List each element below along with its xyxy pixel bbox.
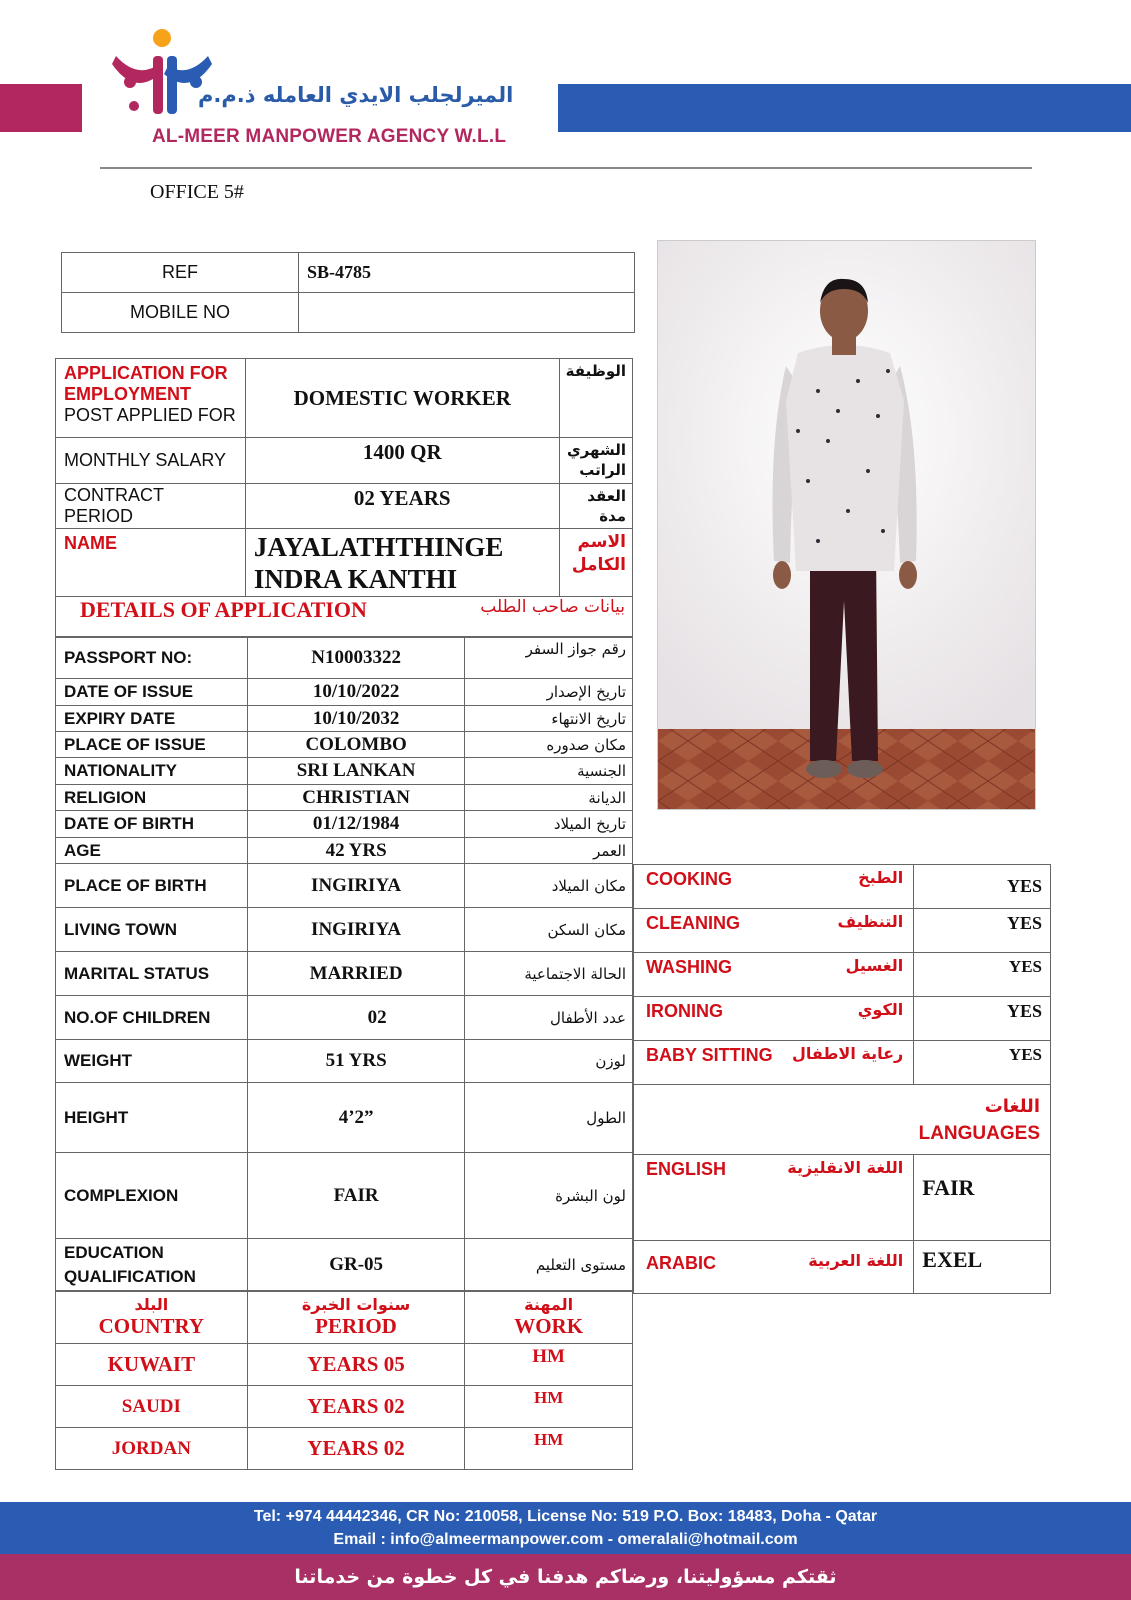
detail-label-arabic: تاريخ الانتهاء bbox=[465, 706, 633, 732]
skill-cell bbox=[634, 997, 914, 1041]
detail-value: N10003322 bbox=[247, 638, 465, 679]
detail-value: 02 bbox=[247, 996, 465, 1040]
detail-value: INGIRIYA bbox=[247, 908, 465, 952]
languages-header bbox=[634, 1085, 1051, 1155]
detail-label-arabic: لوزن bbox=[465, 1040, 633, 1083]
languages-header-english: LANGUAGES bbox=[918, 1122, 1040, 1144]
applicant-photo bbox=[657, 240, 1036, 810]
details-title-english: DETAILS OF APPLICATION bbox=[80, 597, 367, 622]
detail-value: 10/10/2032 bbox=[247, 706, 465, 732]
post-label-line1: APPLICATION FOR bbox=[64, 363, 228, 383]
details-table bbox=[55, 637, 633, 1292]
language-cell bbox=[634, 1155, 914, 1241]
detail-row-age bbox=[56, 838, 633, 864]
detail-label: AGE bbox=[56, 838, 248, 864]
ref-value: SB-4785 bbox=[299, 253, 635, 293]
detail-row-education bbox=[56, 1239, 633, 1292]
detail-label: HEIGHT bbox=[56, 1083, 248, 1153]
detail-row-weight bbox=[56, 1040, 633, 1083]
skill-row bbox=[634, 909, 1051, 953]
header-divider bbox=[100, 167, 1032, 169]
detail-row-religion bbox=[56, 785, 633, 811]
post-label-line2: EMPLOYMENT bbox=[64, 384, 192, 404]
detail-row-height bbox=[56, 1083, 633, 1153]
post-label-cell bbox=[56, 359, 246, 438]
ref-row bbox=[62, 253, 635, 293]
detail-value: CHRISTIAN bbox=[247, 785, 465, 811]
detail-label-arabic: مكان صدوره bbox=[465, 732, 633, 758]
experience-country: JORDAN bbox=[56, 1428, 248, 1470]
header-band-right bbox=[558, 84, 1131, 132]
skill-name-arabic: الغسيل bbox=[845, 956, 904, 975]
period-header-english: PERIOD bbox=[315, 1314, 397, 1338]
skill-row bbox=[634, 865, 1051, 909]
period-header-arabic: سنوات الخبرة bbox=[301, 1295, 411, 1314]
detail-label-arabic: تاريخ الإصدار bbox=[465, 679, 633, 706]
detail-label-arabic: الجنسية bbox=[465, 758, 633, 785]
office-number: OFFICE 5# bbox=[150, 181, 244, 203]
detail-label: NATIONALITY bbox=[56, 758, 248, 785]
experience-table bbox=[55, 1290, 633, 1470]
skill-cell bbox=[634, 909, 914, 953]
languages-header-row bbox=[634, 1085, 1051, 1155]
mobile-row bbox=[62, 293, 635, 333]
detail-row-complexion bbox=[56, 1153, 633, 1239]
detail-label: DATE OF ISSUE bbox=[56, 679, 248, 706]
skill-name-arabic: رعاية الاطفال bbox=[791, 1044, 904, 1063]
country-header bbox=[56, 1291, 248, 1344]
name-ar-line2: الكامل bbox=[571, 554, 626, 575]
country-header-english: COUNTRY bbox=[98, 1314, 205, 1338]
skill-value: YES bbox=[914, 865, 1051, 909]
detail-label-arabic: لون البشرة bbox=[465, 1153, 633, 1239]
detail-row-passport bbox=[56, 638, 633, 679]
contract-ar-line2: مدة bbox=[599, 506, 626, 525]
employment-table bbox=[55, 358, 633, 597]
post-value: DOMESTIC WORKER bbox=[245, 359, 559, 438]
detail-row-issue-date bbox=[56, 679, 633, 706]
detail-value: FAIR bbox=[247, 1153, 465, 1239]
skill-row bbox=[634, 953, 1051, 997]
detail-label: MARITAL STATUS bbox=[56, 952, 248, 996]
detail-label: EXPIRY DATE bbox=[56, 706, 248, 732]
skill-name-arabic: التنظيف bbox=[837, 912, 904, 931]
name-value bbox=[245, 529, 559, 597]
skill-name: COOKING bbox=[646, 869, 733, 889]
experience-country: KUWAIT bbox=[56, 1344, 248, 1386]
details-title-arabic: بيانات صاحب الطلب bbox=[480, 597, 625, 617]
work-header bbox=[465, 1291, 633, 1344]
detail-label: LIVING TOWN bbox=[56, 908, 248, 952]
footer-contact bbox=[0, 1502, 1131, 1554]
detail-row-expiry-date bbox=[56, 706, 633, 732]
post-label-arabic: الوظيفة bbox=[559, 359, 632, 438]
language-row bbox=[634, 1155, 1051, 1241]
salary-ar-line1: الشهري bbox=[566, 441, 626, 459]
skills-table bbox=[633, 864, 1051, 1294]
detail-label bbox=[56, 1239, 248, 1292]
mobile-label: MOBILE NO bbox=[62, 293, 299, 333]
detail-label: PLACE OF ISSUE bbox=[56, 732, 248, 758]
detail-label-arabic: الطول bbox=[465, 1083, 633, 1153]
ref-label: REF bbox=[62, 253, 299, 293]
contract-ar-line1: العقد bbox=[587, 486, 626, 505]
experience-work: HM bbox=[465, 1428, 633, 1470]
company-name-arabic: الميرلجلب الايدي العامله ذ.م.م bbox=[198, 83, 514, 107]
name-row bbox=[56, 529, 633, 597]
skill-cell bbox=[634, 1041, 914, 1085]
detail-value: 51 YRS bbox=[247, 1040, 465, 1083]
skill-name-arabic: الطبخ bbox=[858, 868, 904, 887]
name-label: NAME bbox=[56, 529, 246, 597]
name-ar-line1: الاسم bbox=[577, 532, 626, 552]
detail-value: SRI LANKAN bbox=[247, 758, 465, 785]
detail-value: 01/12/1984 bbox=[247, 811, 465, 838]
education-label-line2: QUALIFICATION bbox=[64, 1267, 196, 1286]
language-row bbox=[634, 1241, 1051, 1294]
detail-label-arabic: مستوى التعليم bbox=[465, 1239, 633, 1292]
language-name: ENGLISH bbox=[646, 1159, 727, 1179]
detail-value: 10/10/2022 bbox=[247, 679, 465, 706]
contract-row bbox=[56, 483, 633, 529]
footer-contact-line2: Email : info@almeermanpower.com - omeralali@hotmail.com bbox=[333, 1531, 798, 1548]
language-cell bbox=[634, 1241, 914, 1294]
detail-value: MARRIED bbox=[247, 952, 465, 996]
skill-value: YES bbox=[914, 953, 1051, 997]
applicant-photo-illustration bbox=[658, 241, 1036, 810]
experience-period: YEARS 02 bbox=[247, 1428, 465, 1470]
skill-cell bbox=[634, 865, 914, 909]
contract-label-arabic bbox=[559, 483, 632, 529]
detail-value: GR-05 bbox=[247, 1239, 465, 1292]
skill-row bbox=[634, 1041, 1051, 1085]
detail-row-children bbox=[56, 996, 633, 1040]
salary-label-arabic bbox=[559, 438, 632, 484]
salary-value: 1400 QR bbox=[245, 438, 559, 484]
period-header bbox=[247, 1291, 465, 1344]
detail-label: COMPLEXION bbox=[56, 1153, 248, 1239]
language-name-arabic: اللغة الانقليزية bbox=[787, 1158, 904, 1177]
detail-row-marital-status bbox=[56, 952, 633, 996]
detail-row-place-of-issue bbox=[56, 732, 633, 758]
detail-label: PLACE OF BIRTH bbox=[56, 864, 248, 908]
detail-label: NO.OF CHILDREN bbox=[56, 996, 248, 1040]
mobile-value bbox=[299, 293, 635, 333]
skill-name: BABY SITTING bbox=[646, 1045, 773, 1065]
experience-row bbox=[56, 1386, 633, 1428]
skill-row bbox=[634, 997, 1051, 1041]
detail-label-arabic: مكان السكن bbox=[465, 908, 633, 952]
post-row bbox=[56, 359, 633, 438]
detail-label: WEIGHT bbox=[56, 1040, 248, 1083]
languages-header-arabic: اللغات bbox=[984, 1095, 1040, 1117]
experience-period: YEARS 02 bbox=[247, 1386, 465, 1428]
skill-cell bbox=[634, 953, 914, 997]
experience-row bbox=[56, 1344, 633, 1386]
detail-label-arabic: رقم جواز السفر bbox=[465, 638, 633, 679]
skill-name: WASHING bbox=[646, 957, 733, 977]
header-band-left bbox=[0, 84, 82, 132]
salary-ar-line2: الراتب bbox=[579, 461, 626, 480]
detail-label: PASSPORT NO: bbox=[56, 638, 248, 679]
experience-period: YEARS 05 bbox=[247, 1344, 465, 1386]
language-level: EXEL bbox=[914, 1241, 1051, 1294]
skill-name: IRONING bbox=[646, 1001, 724, 1021]
name-line1: JAYALATHTHINGE bbox=[253, 531, 504, 562]
footer-contact-line1: Tel: +974 44442346, CR No: 210058, License No: 519 P.O. Box: 18483, Doha - Qatar bbox=[253, 1508, 878, 1525]
reference-table bbox=[61, 252, 635, 333]
skill-name-arabic: الكوي bbox=[857, 1000, 904, 1019]
experience-row bbox=[56, 1428, 633, 1470]
detail-label-arabic: عدد الأطفال bbox=[465, 996, 633, 1040]
salary-label: MONTHLY SALARY bbox=[56, 438, 246, 484]
country-header-arabic: البلد bbox=[134, 1295, 169, 1314]
salary-row bbox=[56, 438, 633, 484]
contract-value: 02 YEARS bbox=[245, 483, 559, 529]
work-header-english: WORK bbox=[514, 1314, 584, 1338]
company-name-english: AL-MEER MANPOWER AGENCY W.L.L bbox=[152, 126, 507, 147]
detail-value: 4’2” bbox=[247, 1083, 465, 1153]
detail-label-arabic: الديانة bbox=[465, 785, 633, 811]
detail-value: INGIRIYA bbox=[247, 864, 465, 908]
detail-label-arabic: الحالة الاجتماعية bbox=[465, 952, 633, 996]
detail-row-place-of-birth bbox=[56, 864, 633, 908]
skill-value: YES bbox=[914, 1041, 1051, 1085]
detail-value: 42 YRS bbox=[247, 838, 465, 864]
detail-label-arabic: مكان الميلاد bbox=[465, 864, 633, 908]
detail-row-date-of-birth bbox=[56, 811, 633, 838]
detail-label-arabic: تاريخ الميلاد bbox=[465, 811, 633, 838]
name-label-arabic bbox=[559, 529, 632, 597]
experience-work: HM bbox=[465, 1386, 633, 1428]
contract-label: CONTRACT PERIOD bbox=[56, 483, 246, 529]
language-level: FAIR bbox=[914, 1155, 1051, 1241]
detail-label: RELIGION bbox=[56, 785, 248, 811]
post-label-line3: POST APPLIED FOR bbox=[64, 405, 236, 425]
language-name: ARABIC bbox=[646, 1253, 716, 1273]
name-line2: INDRA KANTHI bbox=[253, 563, 458, 594]
language-name-arabic: اللغة العربية bbox=[808, 1251, 904, 1270]
detail-value: COLOMBO bbox=[247, 732, 465, 758]
detail-label-arabic: العمر bbox=[465, 838, 633, 864]
experience-country: SAUDI bbox=[56, 1386, 248, 1428]
skill-value: YES bbox=[914, 997, 1051, 1041]
detail-row-nationality bbox=[56, 758, 633, 785]
detail-row-living-town bbox=[56, 908, 633, 952]
education-label-line1: EDUCATION bbox=[64, 1243, 164, 1262]
footer-slogan: ثقتكم مسؤوليتنا، ورضاكم هدفنا في كل خطوة من خدماتنا bbox=[0, 1554, 1131, 1600]
skill-name: CLEANING bbox=[646, 913, 740, 933]
work-header-arabic: المهنة bbox=[524, 1295, 574, 1314]
experience-work: HM bbox=[465, 1344, 633, 1386]
skill-value: YES bbox=[914, 909, 1051, 953]
experience-header-row bbox=[56, 1291, 633, 1344]
detail-label: DATE OF BIRTH bbox=[56, 811, 248, 838]
